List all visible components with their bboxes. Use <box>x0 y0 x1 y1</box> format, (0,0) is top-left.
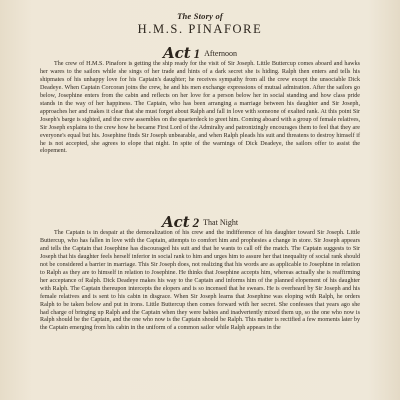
act-2-synopsis: The Captain is in despair at the demoralization of his crew and the indifference of his daughter toward Sir Joseph. Little Buttercup, who has fallen in love with the Captain, attempts to comfort him and prophesies a change in store. Sir Joseph appears and tells the Captain that Josephine has discouraged his suit and that he wants to call off the match. The Captain suggests to Sir Joseph that his daughter feels herself inferior in social rank to him and urges him to assure her that inequality of social rank should not be considered a barrier in marriage. This Sir Joseph does, not realizing that his words are as applicable to Josephine in relation to Ralph as they are to himself in relation to Josephine. He thinks that Josephine accepts him, whereas actually she is reaffirming her acceptance of Ralph. Dick Deadeye makes his way to the Captain and informs him of the planned elopement of his daughter with Ralph. The Captain thereupon intercepts the elopers and is so incensed that he swears. He is overheard by Sir Joseph and his female relatives and is sent to his cabin in disgrace. When Sir Joseph learns that Josephine was eloping with Ralph, he orders Ralph to be taken below and put in irons. Little Buttercup then comes forward with her secret. She confesses that years ago she had charge of bringing up Ralph and the Captain when they were babies and inadvertently mixed them up, so the one who now is Ralph should be the Captain, and the one who now is the Captain should be Ralph. This matter is rectified a few moments later by the Captain emerging from his cabin in the uniform of a common sailor while Ralph appears in the <box>40 230 360 332</box>
act-2-word: Act <box>161 213 190 231</box>
act-2-time: That Night <box>203 218 239 227</box>
act-1-synopsis: The crew of H.M.S. Pinafore is getting the ship ready for the visit of Sir Joseph. Little Buttercup comes aboard and hawks her wares to the sailors while she sings of her trade and hints of a dark secret she is hiding. Ralph then enters and tells his shipmates of his unhappy love for his Captain's daughter; he receives sympathy from all the crew except the unsociable Dick Deadeye. When Captain Corcoran joins the crew, he and his men exchange expressions of mutual admiration. After the sailors go below, Josephine enters from the cabin and reflects on her love for a person below her in social standing and how class pride stands in the way of her happiness. The Captain, who has been arranging a marriage between his daughter and Sir Joseph, approaches her and makes it clear that she must forget about Ralph and fall in love with someone of exalted rank. At this point Sir Joseph's barge is sighted, and the crew assembles on the quarterdeck to greet him. Coming aboard with a group of female relatives, Sir Joseph explains to the crew how he became First Lord of the Admiralty and patronizingly encourages them to feel that they are everyone's equal but his. Josephine finds Sir Joseph unbearable, and when Ralph pleads his suit and threatens to destroy himself if he is not accepted, she agrees to elope that night. In spite of the warnings of Dick Deadeye, the sailors offer to assist the elopement. <box>40 61 360 155</box>
act-1-heading <box>0 44 400 60</box>
act-2-number: 2 <box>192 215 200 230</box>
act-2-heading <box>0 213 400 229</box>
document-title: H.M.S. PINAFORE <box>137 22 263 36</box>
act-1-word: Act <box>162 44 191 62</box>
act-1-time: Afternoon <box>204 49 238 58</box>
story-of-heading: The Story of <box>177 11 223 21</box>
act-1-number: 1 <box>193 46 201 61</box>
